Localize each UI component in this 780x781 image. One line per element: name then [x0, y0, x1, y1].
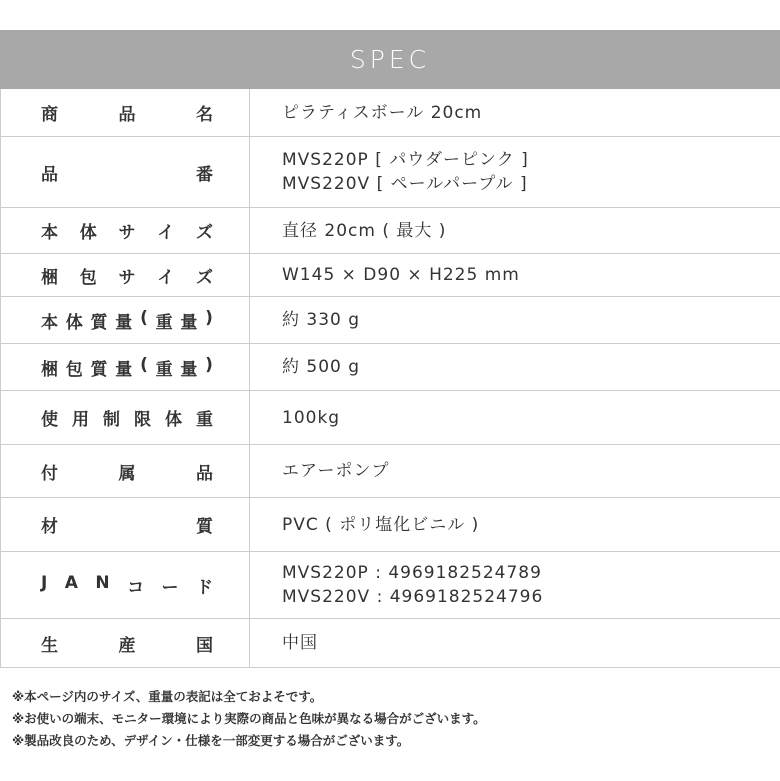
- spec-row: [1, 136, 780, 207]
- spec-value: 直径 20cm ( 最大 ): [282, 220, 447, 241]
- spec-value: 100kg: [282, 407, 341, 428]
- spec-value-cell: [250, 89, 780, 136]
- spec-header: [0, 30, 780, 89]
- spec-label-cell: [1, 552, 250, 618]
- spec-label-cell: [1, 445, 250, 497]
- spec-title: SPEC: [349, 45, 431, 74]
- spec-value-cell: [250, 552, 780, 618]
- notes-section: [12, 686, 772, 752]
- spec-value: 中国: [282, 633, 318, 653]
- spec-value: エアーポンプ: [282, 461, 390, 481]
- spec-value: MVS220P : 4969182524789: [282, 563, 542, 583]
- spec-label: 商 品 名: [41, 105, 213, 125]
- spec-value-cell: [250, 391, 780, 444]
- spec-label-cell: [1, 297, 250, 343]
- spec-label: 使 用 制 限 体 重: [41, 410, 213, 430]
- spec-table: [0, 89, 780, 668]
- note-spec-change: ※製品改良のため、デザイン・仕様を一部変更する場合がございます。: [12, 733, 410, 748]
- spec-label: J A N コ ー ド: [41, 572, 213, 598]
- spec-value-cell: [250, 445, 780, 497]
- spec-value: W145 × D90 × H225 mm: [282, 265, 520, 285]
- spec-label-cell: [1, 137, 250, 207]
- spec-row: [1, 253, 780, 296]
- spec-value: 約 330 g: [282, 310, 361, 330]
- spec-label-cell: [1, 89, 250, 136]
- note-size-approx: ※本ページ内のサイズ、重量の表記は全ておよそです。: [12, 689, 323, 704]
- spec-label: 本 体 質 量 ( 重 量 ): [41, 307, 213, 333]
- spec-value-cell: [250, 254, 780, 296]
- spec-value-cell: [250, 208, 780, 253]
- spec-label: 梱 包 質 量 ( 重 量 ): [41, 354, 213, 380]
- spec-row: [1, 207, 780, 253]
- spec-row: [1, 89, 780, 136]
- spec-value: MVS220P [ パウダーピンク ]: [282, 150, 529, 170]
- spec-label-cell: [1, 619, 250, 667]
- spec-label: 生 産 国: [41, 635, 213, 656]
- spec-value: MVS220V : 4969182524796: [282, 587, 544, 607]
- spec-label: 材 質: [41, 517, 213, 537]
- spec-row: [1, 296, 780, 343]
- spec-value-cell: [250, 344, 780, 390]
- spec-value: ピラティスボール 20cm: [282, 102, 483, 123]
- spec-value: MVS220V [ ペールパープル ]: [282, 174, 528, 194]
- spec-value-cell: [250, 619, 780, 667]
- spec-value-cell: [250, 498, 780, 551]
- spec-label-cell: [1, 254, 250, 296]
- spec-row: [1, 390, 780, 444]
- spec-label-cell: [1, 208, 250, 253]
- spec-row: [1, 343, 780, 390]
- spec-label: 付 属 品: [41, 463, 213, 484]
- spec-value-cell: [250, 137, 780, 207]
- spec-label: 梱 包 サ イ ズ: [41, 267, 213, 288]
- spec-row: [1, 551, 780, 618]
- spec-row: [1, 497, 780, 551]
- spec-label: 本 体 サ イ ズ: [41, 223, 213, 243]
- note-color-variance: ※お使いの端末、モニター環境により実際の商品と色味が異なる場合がございます。: [12, 711, 486, 726]
- spec-value: PVC ( ポリ塩化ビニル ): [282, 514, 480, 535]
- spec-row: [1, 618, 780, 667]
- spec-label-cell: [1, 498, 250, 551]
- spec-value: 約 500 g: [282, 357, 361, 377]
- spec-label-cell: [1, 391, 250, 444]
- spec-label: 品 番: [41, 164, 213, 185]
- spec-row: [1, 444, 780, 497]
- spec-label-cell: [1, 344, 250, 390]
- spec-value-cell: [250, 297, 780, 343]
